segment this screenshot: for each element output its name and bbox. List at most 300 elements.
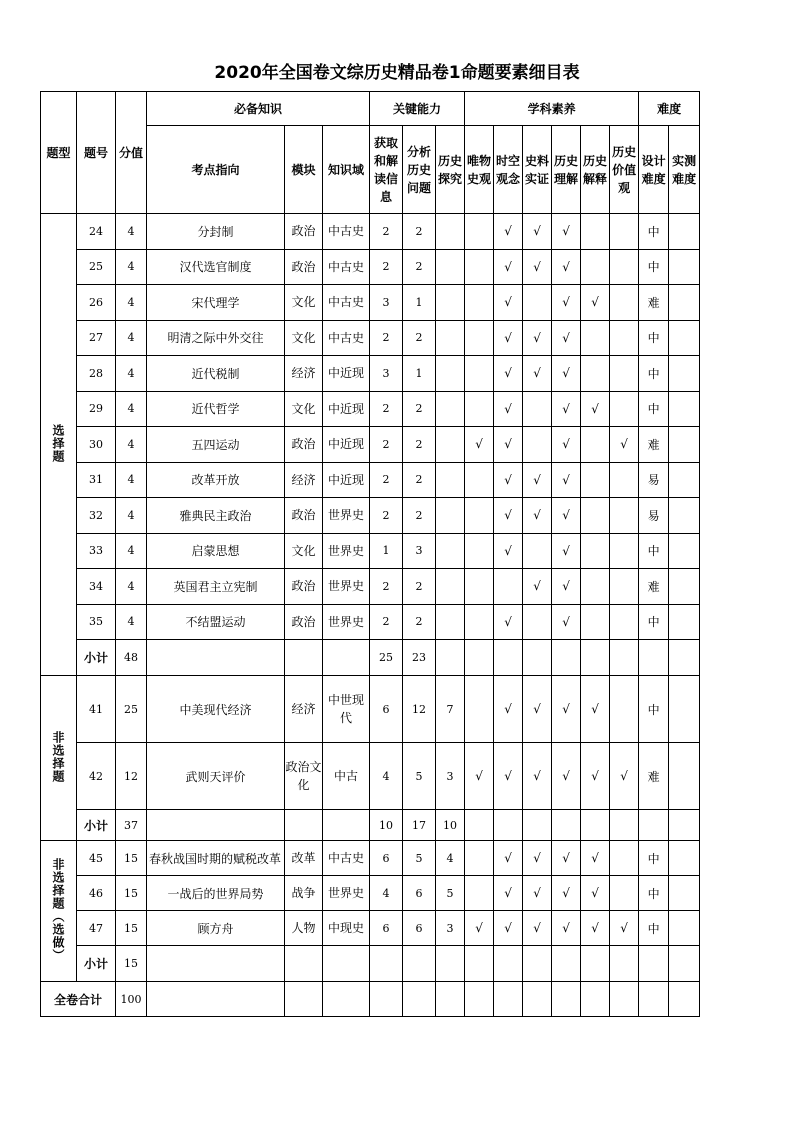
difficulty-cell: 中 — [639, 604, 669, 640]
empty-cell — [610, 982, 639, 1017]
difficulty-cell — [669, 911, 700, 946]
module-cell: 政治 — [285, 569, 323, 605]
empty-cell — [552, 946, 581, 982]
difficulty-cell: 中 — [639, 911, 669, 946]
empty-cell — [147, 640, 285, 676]
subtotal-label: 小计 — [77, 810, 116, 841]
header-li5: 历史解释 — [581, 126, 610, 214]
question-score: 4 — [116, 356, 147, 392]
ability-cell: 6 — [403, 876, 436, 911]
check-cell — [581, 356, 610, 392]
point-cell: 武则天评价 — [147, 743, 285, 810]
difficulty-cell — [669, 676, 700, 743]
check-cell — [610, 533, 639, 569]
check-cell: √ — [494, 604, 523, 640]
ability-cell: 2 — [370, 249, 403, 285]
check-cell — [610, 462, 639, 498]
ability-cell: 6 — [403, 911, 436, 946]
question-score: 4 — [116, 391, 147, 427]
check-cell — [465, 214, 494, 250]
subtotal-row — [41, 640, 700, 676]
ability-cell: 1 — [403, 285, 436, 321]
check-cell: √ — [494, 356, 523, 392]
field-cell: 中近现 — [323, 462, 370, 498]
empty-cell — [610, 640, 639, 676]
check-cell — [465, 320, 494, 356]
module-cell: 改革 — [285, 841, 323, 876]
table-row — [41, 841, 700, 876]
header-ab1: 获取和解读信息 — [370, 126, 403, 214]
field-cell: 中现史 — [323, 911, 370, 946]
ability-cell — [436, 249, 465, 285]
difficulty-cell — [669, 214, 700, 250]
difficulty-cell — [669, 876, 700, 911]
point-cell: 汉代选官制度 — [147, 249, 285, 285]
empty-cell — [403, 982, 436, 1017]
module-cell: 经济 — [285, 676, 323, 743]
question-no: 25 — [77, 249, 116, 285]
check-cell — [465, 876, 494, 911]
ability-cell: 5 — [403, 743, 436, 810]
check-cell: √ — [523, 214, 552, 250]
question-no: 26 — [77, 285, 116, 321]
group-label-text: 非选择题（选做） — [51, 857, 65, 962]
difficulty-cell: 难 — [639, 569, 669, 605]
ability-cell: 2 — [370, 391, 403, 427]
check-cell: √ — [494, 285, 523, 321]
check-cell — [523, 391, 552, 427]
question-score: 4 — [116, 249, 147, 285]
difficulty-cell: 易 — [639, 498, 669, 534]
check-cell — [610, 249, 639, 285]
question-score: 15 — [116, 841, 147, 876]
ability-cell: 3 — [370, 285, 403, 321]
check-cell: √ — [494, 911, 523, 946]
header-ab3: 历史探究 — [436, 126, 465, 214]
difficulty-cell — [669, 249, 700, 285]
empty-cell — [523, 982, 552, 1017]
check-cell — [610, 876, 639, 911]
group-label-text: 选择题 — [51, 423, 65, 463]
check-cell: √ — [465, 743, 494, 810]
ability-cell: 2 — [403, 498, 436, 534]
check-cell: √ — [581, 841, 610, 876]
module-cell: 政治 — [285, 214, 323, 250]
check-cell: √ — [552, 498, 581, 534]
ability-cell: 3 — [436, 911, 465, 946]
ability-cell — [436, 214, 465, 250]
check-cell: √ — [494, 498, 523, 534]
empty-cell — [494, 810, 523, 841]
check-cell: √ — [552, 604, 581, 640]
table-row — [41, 676, 700, 743]
question-score: 4 — [116, 214, 147, 250]
subtotal-label: 小计 — [77, 946, 116, 982]
check-cell: √ — [552, 214, 581, 250]
table-row — [41, 427, 700, 463]
check-cell: √ — [523, 462, 552, 498]
check-cell: √ — [465, 427, 494, 463]
check-cell: √ — [581, 876, 610, 911]
header-li4: 历史理解 — [552, 126, 581, 214]
ability-cell — [436, 356, 465, 392]
difficulty-cell — [669, 427, 700, 463]
check-cell — [465, 462, 494, 498]
check-cell: √ — [494, 214, 523, 250]
module-cell: 人物 — [285, 911, 323, 946]
empty-cell — [581, 640, 610, 676]
empty-cell — [403, 946, 436, 982]
check-cell — [610, 356, 639, 392]
check-cell — [465, 841, 494, 876]
check-cell: √ — [523, 911, 552, 946]
check-cell: √ — [581, 676, 610, 743]
header-ab2: 分析历史问题 — [403, 126, 436, 214]
ability-cell: 2 — [370, 604, 403, 640]
check-cell — [581, 320, 610, 356]
empty-cell — [465, 640, 494, 676]
header-d2: 实测难度 — [669, 126, 700, 214]
check-cell — [610, 498, 639, 534]
header-ability: 关键能力 — [370, 92, 465, 126]
check-cell: √ — [494, 391, 523, 427]
subtotal-label: 小计 — [77, 640, 116, 676]
ability-cell: 3 — [436, 743, 465, 810]
check-cell: √ — [523, 743, 552, 810]
point-cell: 顾方舟 — [147, 911, 285, 946]
check-cell: √ — [552, 285, 581, 321]
check-cell: √ — [494, 320, 523, 356]
check-cell — [610, 320, 639, 356]
ability-cell: 12 — [403, 676, 436, 743]
check-cell — [465, 285, 494, 321]
check-cell — [610, 841, 639, 876]
difficulty-cell: 中 — [639, 676, 669, 743]
empty-cell — [323, 946, 370, 982]
field-cell: 世界史 — [323, 876, 370, 911]
question-score: 4 — [116, 498, 147, 534]
check-cell — [523, 604, 552, 640]
difficulty-cell — [669, 604, 700, 640]
check-cell — [523, 427, 552, 463]
module-cell: 政治 — [285, 427, 323, 463]
check-cell — [465, 498, 494, 534]
field-cell: 世界史 — [323, 604, 370, 640]
subtotal-score: 48 — [116, 640, 147, 676]
module-cell: 政治 — [285, 498, 323, 534]
check-cell — [465, 249, 494, 285]
check-cell — [610, 214, 639, 250]
check-cell: √ — [552, 427, 581, 463]
subtotal-score: 15 — [116, 946, 147, 982]
page-title: 2020年全国卷文综历史精品卷1命题要素细目表 — [214, 63, 580, 83]
header-score: 分值 — [116, 92, 147, 214]
difficulty-cell — [669, 533, 700, 569]
question-score: 4 — [116, 427, 147, 463]
table-row — [41, 604, 700, 640]
ability-cell — [436, 320, 465, 356]
module-cell: 经济 — [285, 462, 323, 498]
check-cell: √ — [552, 841, 581, 876]
empty-cell — [147, 946, 285, 982]
check-cell: √ — [552, 320, 581, 356]
check-cell — [610, 285, 639, 321]
ability-cell: 2 — [370, 462, 403, 498]
ability-cell: 3 — [370, 356, 403, 392]
point-cell: 宋代理学 — [147, 285, 285, 321]
point-cell: 不结盟运动 — [147, 604, 285, 640]
difficulty-cell — [669, 498, 700, 534]
difficulty-cell: 中 — [639, 391, 669, 427]
ability-cell: 2 — [370, 498, 403, 534]
difficulty-cell — [669, 743, 700, 810]
difficulty-cell: 中 — [639, 533, 669, 569]
empty-cell — [147, 982, 285, 1017]
question-no: 31 — [77, 462, 116, 498]
total-row — [41, 982, 700, 1017]
ability-cell — [436, 427, 465, 463]
ability-cell: 6 — [370, 676, 403, 743]
point-cell: 分封制 — [147, 214, 285, 250]
ability-cell: 2 — [403, 320, 436, 356]
empty-cell — [610, 946, 639, 982]
ability-cell: 2 — [370, 569, 403, 605]
ability-cell: 2 — [403, 249, 436, 285]
empty-cell — [669, 640, 700, 676]
empty-cell — [581, 810, 610, 841]
empty-cell — [147, 810, 285, 841]
total-score: 100 — [116, 982, 147, 1017]
module-cell: 文化 — [285, 391, 323, 427]
difficulty-cell — [669, 462, 700, 498]
empty-cell — [285, 810, 323, 841]
empty-cell — [285, 946, 323, 982]
empty-cell — [285, 982, 323, 1017]
point-cell: 春秋战国时期的赋税改革 — [147, 841, 285, 876]
table-row — [41, 876, 700, 911]
difficulty-cell: 难 — [639, 743, 669, 810]
check-cell — [610, 604, 639, 640]
empty-cell — [494, 640, 523, 676]
ability-cell: 1 — [370, 533, 403, 569]
question-no: 28 — [77, 356, 116, 392]
empty-cell — [610, 810, 639, 841]
empty-cell — [523, 640, 552, 676]
subtotal-ability: 10 — [370, 810, 403, 841]
table-row — [41, 911, 700, 946]
check-cell: √ — [610, 743, 639, 810]
difficulty-cell: 中 — [639, 214, 669, 250]
subtotal-ability — [436, 640, 465, 676]
empty-cell — [552, 640, 581, 676]
check-cell — [465, 569, 494, 605]
point-cell: 近代哲学 — [147, 391, 285, 427]
question-no: 32 — [77, 498, 116, 534]
table-row — [41, 462, 700, 498]
header-literacy: 学科素养 — [465, 92, 639, 126]
point-cell: 英国君主立宪制 — [147, 569, 285, 605]
check-cell: √ — [494, 249, 523, 285]
table-row — [41, 214, 700, 250]
empty-cell — [494, 946, 523, 982]
empty-cell — [669, 982, 700, 1017]
question-no: 29 — [77, 391, 116, 427]
difficulty-cell — [669, 356, 700, 392]
ability-cell: 6 — [370, 911, 403, 946]
empty-cell — [370, 946, 403, 982]
question-no: 35 — [77, 604, 116, 640]
ability-cell: 2 — [370, 427, 403, 463]
point-cell: 明清之际中外交往 — [147, 320, 285, 356]
check-cell: √ — [552, 356, 581, 392]
point-cell: 改革开放 — [147, 462, 285, 498]
difficulty-cell — [669, 320, 700, 356]
ability-cell: 2 — [403, 604, 436, 640]
ability-cell: 4 — [436, 841, 465, 876]
question-score: 15 — [116, 911, 147, 946]
header-li2: 时空观念 — [494, 126, 523, 214]
difficulty-cell: 难 — [639, 285, 669, 321]
empty-cell — [323, 810, 370, 841]
group-label — [41, 214, 77, 676]
table-row — [41, 498, 700, 534]
ability-cell: 6 — [370, 841, 403, 876]
empty-cell — [323, 640, 370, 676]
ability-cell: 2 — [370, 214, 403, 250]
field-cell: 中古史 — [323, 320, 370, 356]
table-row — [41, 533, 700, 569]
ability-cell: 2 — [403, 391, 436, 427]
check-cell: √ — [581, 285, 610, 321]
difficulty-cell — [669, 285, 700, 321]
empty-cell — [465, 982, 494, 1017]
point-cell: 雅典民主政治 — [147, 498, 285, 534]
question-no: 30 — [77, 427, 116, 463]
group-label-text: 非选择题 — [51, 730, 65, 783]
field-cell: 中近现 — [323, 427, 370, 463]
header-module: 模块 — [285, 126, 323, 214]
check-cell — [581, 533, 610, 569]
check-cell: √ — [523, 356, 552, 392]
check-cell — [581, 462, 610, 498]
check-cell: √ — [552, 533, 581, 569]
question-score: 4 — [116, 569, 147, 605]
ability-cell — [436, 462, 465, 498]
ability-cell: 5 — [436, 876, 465, 911]
table-row — [41, 743, 700, 810]
difficulty-cell: 中 — [639, 320, 669, 356]
header-no: 题号 — [77, 92, 116, 214]
field-cell: 中古 — [323, 743, 370, 810]
check-cell: √ — [494, 876, 523, 911]
question-score: 4 — [116, 533, 147, 569]
check-cell — [581, 604, 610, 640]
field-cell: 中近现 — [323, 356, 370, 392]
difficulty-cell: 难 — [639, 427, 669, 463]
ability-cell — [436, 285, 465, 321]
ability-cell: 2 — [403, 214, 436, 250]
empty-cell — [285, 640, 323, 676]
empty-cell — [669, 810, 700, 841]
empty-cell — [639, 946, 669, 982]
question-no: 34 — [77, 569, 116, 605]
total-label: 全卷合计 — [41, 982, 116, 1017]
ability-cell — [436, 533, 465, 569]
ability-cell: 2 — [370, 320, 403, 356]
empty-cell — [494, 982, 523, 1017]
header-d1: 设计难度 — [639, 126, 669, 214]
check-cell: √ — [552, 676, 581, 743]
module-cell: 政治 — [285, 249, 323, 285]
ability-cell — [436, 569, 465, 605]
check-cell — [523, 285, 552, 321]
check-cell: √ — [523, 876, 552, 911]
header-type: 题型 — [41, 92, 77, 214]
header-li3: 史料实证 — [523, 126, 552, 214]
empty-cell — [581, 982, 610, 1017]
ability-cell: 2 — [403, 462, 436, 498]
check-cell — [465, 356, 494, 392]
subtotal-row — [41, 946, 700, 982]
question-score: 25 — [116, 676, 147, 743]
ability-cell: 3 — [403, 533, 436, 569]
check-cell: √ — [494, 841, 523, 876]
question-no: 46 — [77, 876, 116, 911]
check-cell: √ — [494, 427, 523, 463]
question-score: 4 — [116, 285, 147, 321]
check-cell: √ — [494, 462, 523, 498]
difficulty-cell — [669, 391, 700, 427]
check-cell: √ — [494, 676, 523, 743]
check-cell — [581, 569, 610, 605]
table-row — [41, 391, 700, 427]
ability-cell — [436, 498, 465, 534]
empty-cell — [552, 982, 581, 1017]
difficulty-cell: 中 — [639, 249, 669, 285]
difficulty-cell — [669, 841, 700, 876]
difficulty-cell — [669, 569, 700, 605]
subtotal-ability: 25 — [370, 640, 403, 676]
header-point: 考点指向 — [147, 126, 285, 214]
check-cell: √ — [610, 427, 639, 463]
question-score: 4 — [116, 462, 147, 498]
empty-cell — [370, 982, 403, 1017]
check-cell: √ — [523, 841, 552, 876]
ability-cell: 2 — [403, 427, 436, 463]
check-cell: √ — [523, 249, 552, 285]
module-cell: 战争 — [285, 876, 323, 911]
empty-cell — [523, 946, 552, 982]
empty-cell — [323, 982, 370, 1017]
check-cell — [610, 391, 639, 427]
ability-cell: 1 — [403, 356, 436, 392]
check-cell: √ — [552, 391, 581, 427]
ability-cell — [436, 604, 465, 640]
difficulty-cell: 中 — [639, 356, 669, 392]
empty-cell — [581, 946, 610, 982]
header-li6: 历史价值观 — [610, 126, 639, 214]
table-row — [41, 320, 700, 356]
empty-cell — [465, 946, 494, 982]
field-cell: 世界史 — [323, 533, 370, 569]
spec-table — [40, 91, 700, 1017]
table-row — [41, 569, 700, 605]
check-cell: √ — [552, 569, 581, 605]
point-cell: 启蒙思想 — [147, 533, 285, 569]
subtotal-ability: 23 — [403, 640, 436, 676]
check-cell — [581, 214, 610, 250]
module-cell: 文化 — [285, 285, 323, 321]
